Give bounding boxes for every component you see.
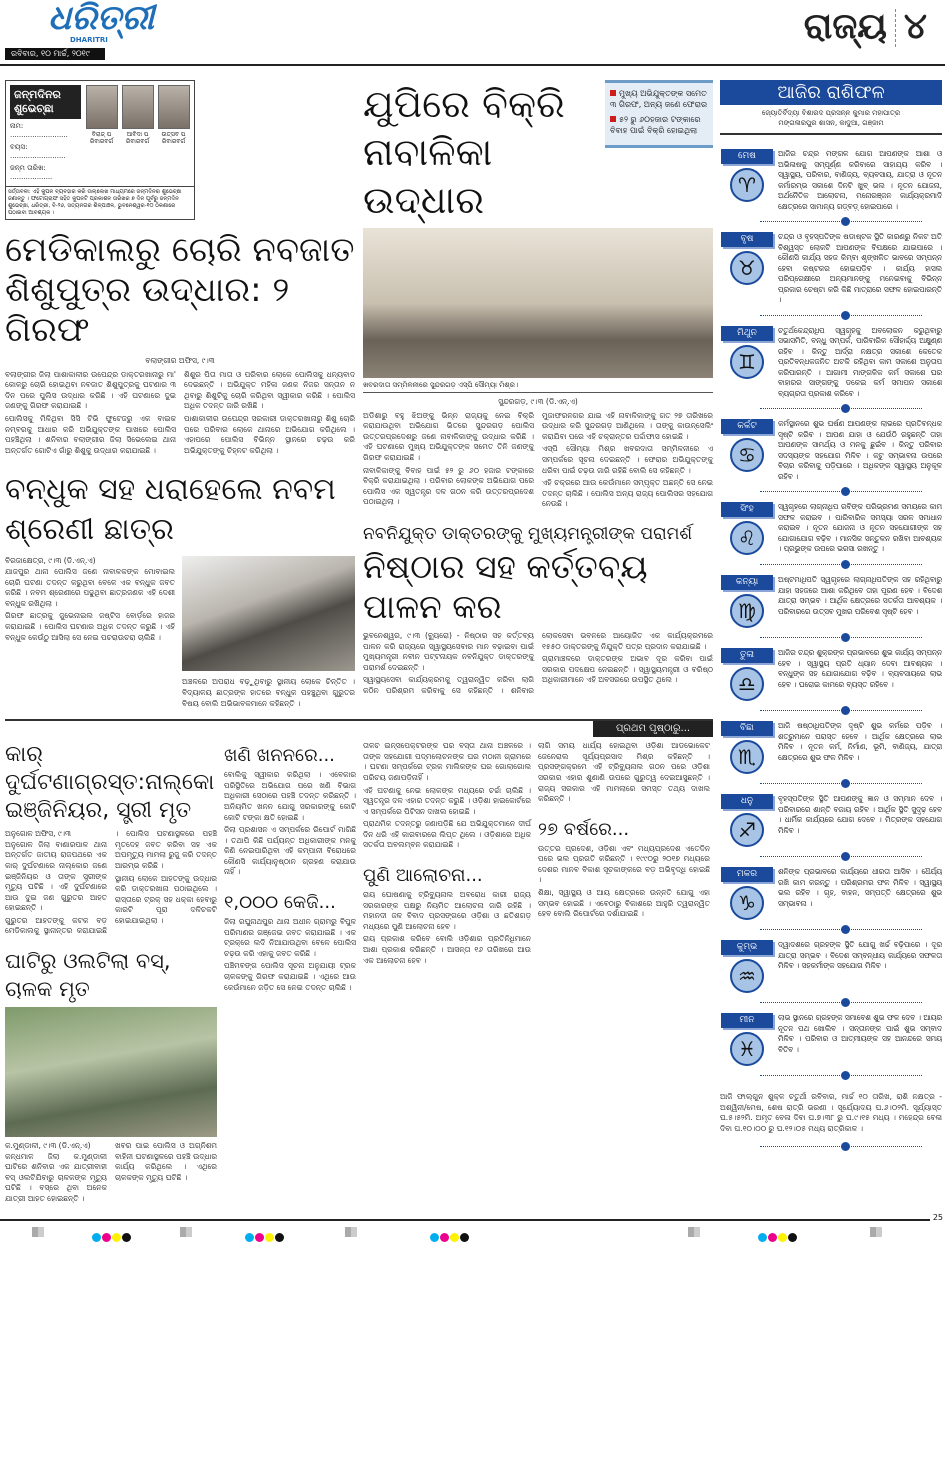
sign-badge xyxy=(720,326,774,400)
continuation-body xyxy=(224,770,356,878)
sign-badge xyxy=(720,721,774,774)
highlight-item xyxy=(610,114,708,136)
paragraph: ଏହି ଘଟଣାକୁ ନେଇ ଲୋକଙ୍କ ମଧ୍ୟରେ ଚର୍ଚ୍ଚା ଚାଲିଛି । ସ୍ୱତନ୍ତ୍ର ଦଳ ଏହାର ତଦନ୍ତ କରୁଛି । ଓଡ଼ିଶା ହାଇକୋର୍ଟରେ ଏ ସମ୍ପର୍କରେ ପିଟିସନ ଦାଖଲ ହୋଇଛି । xyxy=(363,785,531,816)
gemini-icon: ♊ xyxy=(730,345,764,379)
bottom-left-column xyxy=(5,741,217,1205)
paragraph: ଜିଲା ରଘୁନାଥପୁର ଥାନା ଅଧୀନ ଗ୍ରାମରୁ ବିପୁଳ ପରିମାଣର ଗଞ୍ଜେଇ ଜବତ କରାଯାଇଛି । ଏକ ଟ୍ରକ୍‌ରେ ଲଦି ନିଆଯାଉଥିବା ବେଳେ ପୋଲିସ ଚଢ଼ଉ କରି ଏହାକୁ ଜବତ କରିଛି । xyxy=(224,917,356,958)
cmyk-color-mark xyxy=(758,1227,798,1237)
divider xyxy=(760,856,922,857)
sign-prediction: ଆଜିର ଚନ୍ଦ୍ର ମଙ୍ଗଳ ଯୋଗ ଆପଣଙ୍କ ଆଶା ଓ ଅଭିଳାଷକୁ ସମ୍ପୂର୍ଣ୍ଣ କରିବାରେ ସାହାଯ୍ୟ କରିବ । ସ୍ୱାସ୍ଥ୍ୟ, ପରିବାର, ବାଣିଜ୍ୟ, ବ୍ୟବସାୟ, ଯାତ୍ରା ଓ ନୂତନ କର୍ମାରମ୍ଭ ସକାଶେ ଦିନଟି ଖୁବ୍ ଭଲ । ନୂତନ ଯୋଜନା, ଅର୍ଥନୈତିକ ଆଲୋଚନା, ମନୋରଞ୍ଜନ କାର୍ଯ୍ୟକ୍ରମାଦି କ୍ଷେତ୍ରରେ ସାମାନ୍ୟ ଗଡ଼୍‌ବଡ଼୍ ହୋଇପାରେ । xyxy=(778,149,942,211)
continued-from-front-page: ପ୍ରଥମ ପୃଷ୍ଠାରୁ... xyxy=(593,721,713,737)
bottom-rule xyxy=(0,1219,930,1221)
leo-icon: ♌ xyxy=(730,521,764,555)
continuation-body xyxy=(363,890,531,966)
dob-field: ଜନ୍ମ ତାରିଖ: ................... xyxy=(10,164,53,181)
continuation-body xyxy=(538,844,710,920)
paragraph: ଗିରଫ ଛାତ୍ରକୁ ଜୁଭେନାଇଲ ଜଷ୍ଟିସ ବୋର୍ଡ଼ରେ ହାଜର କରାଯାଇଛି । ପୋଲିସ ଘଟଣାର ଅଧିକ ତଦନ୍ତ କରୁଛି । ଏହି ବନ୍ଧୁକ କେଉଁଠୁ ଆସିଲା ସେ ନେଇ ପଚରାଉଚରା ଚାଲିଛି । xyxy=(5,611,175,642)
story-layout xyxy=(5,556,355,711)
paragraph: ଉତ୍ତର ପ୍ରଦେଶ, ଓଡ଼ିଶା ଏବଂ ମଧ୍ୟପ୍ରଦେଶ ଏତେଦିନ ପରେ ଭଲ ପ୍ରଗତି କରିଛନ୍ତି । ୧୯୯୦ରୁ ୨୦୧୭ ମଧ୍ୟରେ ଦେଶର ମାନବ ବିକାଶ ସୂଚକାଙ୍କରେ ବଡ଼ ଅଭିବୃଦ୍ଧି ହୋଇଛି । xyxy=(538,843,710,885)
sign-prediction: ଚନ୍ଦ୍ର ଓ ବୃହସ୍ପତିଙ୍କ ଷଡାଷ୍ଟକ ସ୍ଥିତି କାରଣରୁ ନିକଟ ଅତି ବିଶ୍ୱସ୍ତ ଲୋକଟି ଆପଣଙ୍କ ବିପକ୍ଷରେ ଯାଇପାରେ । କୌଣସି କାର୍ଯ୍ୟ ସହଜ କିମ୍ବା ଶୃଙ୍ଖଳିତ ଭାବରେ ସମ୍ପନ୍ନ ହେବା କଷ୍ଟକର ହୋଇପଡ଼ିବ । କାର୍ଯ୍ୟ ହାସଲ ପରିପ୍ରେକ୍ଷୀରେ ଅନ୍ୟମାନଙ୍କୁ ମନେଇବାକୁ ବିଭିନ୍ନ ପ୍ରକାର ଚେଷ୍ଟା କରି କିଛି ମାତ୍ରାରେ ସଫଳ ହୋଇପାରନ୍ତି । xyxy=(778,232,942,304)
dateline: ବଲାଙ୍ଗୀର ଅଫିସ, ୯।୩ xyxy=(145,356,215,365)
horoscope-column xyxy=(720,80,942,1151)
divider xyxy=(760,1002,922,1003)
sign-label: ସିଂହ xyxy=(721,502,773,517)
taurus-icon: ♉ xyxy=(730,251,764,285)
paragraph: ବୋଲିକୁ ସ୍ୱୀକାର କରିଥିଲା । ଏବେକାର ପରିସ୍ଥିତିରେ ଅଭିଯୋଗ ପରେ ଖଣି ବିଭାଗ ଅଧିକାରୀ ସେଠାରେ ପହଞ୍ଚି ତଦନ୍ତ କରିଛନ୍ତି । ଅନିୟମିତ ଖନନ ଯୋଗୁ ସରକାରଙ୍କୁ କୋଟି କୋଟି ଟଙ୍କା କ୍ଷତି ହୋଇଛି । xyxy=(224,770,356,822)
issue-date: ରବିବାର, ୧୦ ମାର୍ଚ୍ଚ, ୨୦୧୯ xyxy=(5,48,105,60)
sign-badge xyxy=(720,940,774,993)
story-body xyxy=(5,556,175,645)
divider xyxy=(760,637,922,638)
sign-badge xyxy=(720,1013,774,1066)
sign-prediction: କର୍ମସ୍ଥାନରେ ଶୁଭ ଘର୍ଷଣ ଆପଣଙ୍କ ଲାଭରେ ପ୍ରତିବନ୍ଧକ ସୃଷ୍ଟି କରିବ । ଆପଣ ଯାହା ଓ ଯେଉଁଠି ରହୁଛନ୍ତି ତାହା ଆପଣଙ୍କ ସାମର୍ଥ୍ୟ ଓ ମନକୁ ଛୁଇଁବ । କିନ୍ତୁ ପରିବାର ସଦସ୍ୟଙ୍କ ସହଯୋଗ ମିଳିବ । କଟୁ ସମ୍ଭାବନା ଉପରେ ବିଚାର କରିବାକୁ ପଡ଼ିପାରେ । ଅଧିକଙ୍କ ସ୍ୱାସ୍ଥ୍ୟ ଅନୁକୂଳ ରହିବ । xyxy=(778,419,942,481)
photo-caption: ଆବିଦା ପରିବାରବର୍ଗ xyxy=(125,131,150,145)
sign-label: ବୃଷ xyxy=(721,232,773,247)
paragraph: ପୋଲିସକୁ ମିଳିଥିବା ସିସି ଟିଭି ଫୁଟେଜରୁ ଏକ ବାଇକ ନମ୍ବରକୁ ଆଧାର କରି ଅଭିଯୁକ୍ତଙ୍କ ପାଖରେ ପୋଲିସ ପହଞ୍ଚିଥିଲା । ଶନିବାର ବଲାଙ୍ଗୀର ଜିଲା ସିଭେଲେଇ ଥାନା ଅନ୍ତର୍ଗତ ଗୋଟିଏ ଗାଁରୁ ଶିଶୁକୁ ଉଦ୍ଧାର କରାଯାଇଛି । xyxy=(5,413,176,455)
libra-icon: ♎ xyxy=(730,667,764,701)
horoscope-sign xyxy=(720,232,942,322)
registration-mark xyxy=(688,1227,700,1237)
paragraph: ପାଶାକାଳୀର ଉପେନ୍ଦ୍ର ସରକାରୀ ଡାକ୍ତରଖାନାରୁ ଶିଶୁ ଚୋରି ପରେ ପରିବାର ଲୋକେ ଥାନାରେ ଅଭିଯୋଗ କରିଥିଲେ । ଏହାପରେ ପୋଲିସ ବିଭିନ୍ନ ସ୍ଥାନରେ ଚଢ଼ଉ କରି ଅଭିଯୁକ୍ତଙ୍କୁ ଚିହ୍ନଟ କରିଥିଲା । xyxy=(184,413,355,455)
paragraph: ରାୟ ପ୍ରକାଶ କରିବେ ବୋଲି ଓଡ଼ିଶାର ପ୍ରତିନିଧିମାନେ ଆଶା ପ୍ରକାଶ କରିଛନ୍ତି । ଆସନ୍ତା ୧୬ ତାରିଖରେ ଆଉ ଏକ ଆଲୋଚନା ହେବ । xyxy=(363,934,531,965)
press-conference-photo xyxy=(363,228,713,378)
paragraph: ପଞ୍ଚିମବଙ୍ଗ ପୋଲିସ ସୂଚନା ଅନୁଯାୟୀ ଟ୍ରକ ଚାଳକଙ୍କୁ ଗିରଫ କରାଯାଇଛି । ଏଥିରେ ଆଉ କେଉଁମାନେ ଜଡ଼ିତ ସେ ନେଇ ତଦନ୍ତ ଚାଲିଛି । xyxy=(224,961,356,992)
child-photo xyxy=(158,85,190,129)
highlight-item xyxy=(610,88,708,110)
paragraph: ଏସ୍‌ପି ସୌମ୍ୟା ମିଶ୍ର ଖବରଦାତା ସମ୍ମିଳନୀରେ ଏ ସମ୍ପର୍କରେ ସୂଚନା ଦେଇଛନ୍ତି । ଫେରାର ଅଭିଯୁକ୍ତଙ୍କୁ ଧରିବା ପାଇଁ ଚଢ଼ଉ ଜାରି ରହିଛି ବୋଲି ସେ କହିଛନ୍ତି । xyxy=(542,444,713,475)
center-column xyxy=(363,80,713,697)
story-headline: ଯୁପିରେ ବିକ୍ରି ନାବାଳିକା ଉଦ୍ଧାର xyxy=(363,82,565,222)
story-kicker: ନବନିଯୁକ୍ତ ଡାକ୍ତରଙ୍କୁ ମୁଖ୍ୟମନ୍ତ୍ରୀଙ୍କ ପରାମର୍ଶ xyxy=(363,523,693,544)
paragraph: ଅଞ୍ଚଳରେ ଅପରାଧ ବଢ଼ୁଥିବାରୁ ସ୍ଥାନୀୟ ଲୋକେ ଚିନ୍ତିତ । ବିଦ୍ୟାଳୟ ଛାତ୍ରଙ୍କ ହାତରେ ବନ୍ଧୁକ ପହଞ୍ଚୁଥିବା ଗୁରୁତର ବିଷୟ ବୋଲି ଅଭିଭାବକମାନେ କହିଛନ୍ତି । xyxy=(182,677,355,708)
photo-caption: ଉତ୍ସବ ପରିବାରବର୍ଗ xyxy=(161,131,186,145)
sign-prediction: ଆଜି ଷଷ୍ଠାଧିପତିଙ୍କ ଦୃଷ୍ଟି ଶୁଭ କର୍ମରେ ପଡ଼ିବ । ଶତ୍ରୁମାନେ ପରାସ୍ତ ହେବେ । ଆର୍ଥିକ କ୍ଷେତ୍ରରେ ଲାଭ ମିଳିବ । ନୂତନ କର୍ମ, ନିର୍ମାଣ, ଭୂମି, ବାଣିଜ୍ୟ, ଯାତ୍ରା କ୍ଷେତ୍ରରେ ଶୁଭ ଫଳ ମିଳିବ । xyxy=(778,721,942,762)
continuation-column xyxy=(224,741,356,995)
story-body xyxy=(363,397,713,511)
horoscope-sign xyxy=(720,419,942,498)
sign-badge xyxy=(720,502,774,555)
divider xyxy=(760,1075,922,1076)
cmyk-color-mark xyxy=(92,1227,132,1237)
paragraph: ଲାଗି ସମୟ ଧାର୍ଯ୍ୟ ହୋଇଥିବା ଓଡ଼ିଶା ଆଡଭୋକେଟ ଜେନେରାଲ ସୂର୍ଯ୍ୟପ୍ରସାଦ ମିଶ୍ର କହିଛନ୍ତି । ପ୍ରସଙ୍ଗକ୍ରମେ ଏହି ଟ୍ରିବ୍ୟୁନାଲ ଗଠନ ପରେ ଓଡ଼ିଶା ସରକାର ଏହାର ଶୁଣାଣି ଉପରେ ଗୁରୁତ୍ୱ ଦେଇଆସୁଛନ୍ତି । ରାଜ୍ୟ ସରକାର ଏହି ମାମଲାରେ ସମସ୍ତ ତଥ୍ୟ ଦାଖଲ କରିଛନ୍ତି । xyxy=(538,741,710,804)
age-field: ବୟସ: ......................... xyxy=(10,143,66,160)
story-body xyxy=(5,829,217,937)
dateline: ବିରଜାକ୍ଷେତ୍ର, ୯।୩ (ଡି.ଏନ୍.ଏ) xyxy=(5,556,96,566)
paragraph: ତାଳଚ ଇନ୍ସପେକ୍ଟରଙ୍କ ଘର ବସ୍ତା ଥାନା ଅଞ୍ଚଳରେ । ତାଙ୍କ ସହଯୋଗୀ ପଦ୍ମଲୋଚନଙ୍କ ଘର ମଠାନୀ ଗ୍ରାମରେ । ଘଟଣା ସମ୍ପର୍କରେ ଟ୍ରକ ମାଲିକଙ୍କ ଘର ଗୋଲାଗୋଲ ପରିଚୟ ଜଣାପଡ଼ିନାହିଁ । xyxy=(363,741,531,782)
story-body-continued xyxy=(182,677,355,709)
sign-label: ମିଥୁନ xyxy=(721,326,773,341)
aquarius-icon: ♒ xyxy=(730,959,764,993)
horoscope-sign xyxy=(720,1013,942,1082)
paragraph: ଶିଶୁର ପିତା ମାତା ଓ ପରିବାର ଲୋକେ ପୋଲିସକୁ ଧନ୍ୟବାଦ ଦେଇଛନ୍ତି । ଅଭିଯୁକ୍ତ ମହିଳା ଜଣକ ନିଜର ସନ୍ତାନ ନ ଥିବାରୁ ଶିଶୁଟିକୁ ଚୋରି କରିଥିବା ସ୍ୱୀକାର କରିଛି । ପୋଲିସ ଅଧିକ ତଦନ୍ତ ଜାରି ରଖିଛି । xyxy=(184,369,355,411)
registration-mark xyxy=(180,1227,192,1237)
story-headline: ବନ୍ଧୁକ ସହ ଧରାହେଲେ ନବମ ଶ୍ରେଣୀ ଛାତ୍ର xyxy=(5,472,336,548)
story-body xyxy=(5,356,355,458)
horoscope-sign xyxy=(720,502,942,571)
sign-badge xyxy=(720,232,774,306)
story-highlights xyxy=(605,80,713,148)
folio-number: 25 xyxy=(932,1212,943,1222)
paragraph: ଯାଜପୁର ଥାନା ପୋଲିସ ଜଣେ ନାବାଳକଙ୍କ ମୋବାଇଲ ଚୋରି ଘଟଣା ତଦନ୍ତ କରୁଥିବା ବେଳେ ଏକ ବନ୍ଧୁକ ଜବତ କରିଛି । ନବମ ଶ୍ରେଣୀରେ ପଢୁଥିବା ଛାତ୍ରଜଣକ ଏହି ଦେଶୀ ବନ୍ଧୁକ ରଖିଥିଲା । xyxy=(5,566,175,608)
divider xyxy=(760,491,922,492)
highlight-text: ୫୨ ରୁ ୬୦ହଜାର ଟଙ୍କାରେ ବିବାହ ପାଇଁ ବିକ୍ରି ହୋଇଥିଲା xyxy=(610,115,701,135)
divider xyxy=(760,710,922,711)
continuation-body xyxy=(538,741,710,805)
coupon-photos xyxy=(85,85,190,182)
horoscope-sign xyxy=(720,940,942,1009)
continuation-column xyxy=(363,741,531,968)
author-address: ମଙ୍ଗଳାରପୁର ଶାସନ, କାଦୁଆ, ଗଞ୍ଜାମ xyxy=(778,119,884,127)
page-footer xyxy=(0,1213,945,1239)
section-name: ରାଜ୍ୟ xyxy=(803,6,887,47)
continuation-headline: ଖଣି ଖନନରେ... xyxy=(224,745,335,767)
child-photo xyxy=(122,85,154,129)
story-headline: ମେଡିକାଲରୁ ଚୋରି ନବଜାତ ଶିଶୁପୁତ୍ର ଉଦ୍ଧାର: ୨ ଗିରଫ xyxy=(5,230,355,350)
sign-badge xyxy=(720,794,774,847)
divider xyxy=(760,221,922,222)
horoscope-sign xyxy=(720,149,942,228)
divider xyxy=(760,315,922,316)
photo-caption: ଖବରଦାତା ସମ୍ମିଳନୀରେ ସୁନ୍ଦରଗଡ଼ ଏସ୍‌ପି ସୌମ୍ୟା ମିଶ୍ର। xyxy=(363,381,519,389)
masthead xyxy=(0,0,945,64)
sign-prediction: ଆଜିର ଚନ୍ଦ୍ର ଶୁକ୍ରଙ୍କ ପ୍ରଭାବରେ ଶୁଭ କାର୍ଯ୍ୟ ସମ୍ପନ୍ନ ହେବ । ସ୍ୱାସ୍ଥ୍ୟ ପ୍ରତି ଧ୍ୟାନ ଦେବା ଆବଶ୍ୟକ । ବନ୍ଧୁଙ୍କ ସହ ଯୋଗାଯୋଗ ବଢ଼ିବ । ବ୍ୟବସାୟରେ ଲାଭ ହେବ । ଘରୋଇ କାମରେ ବ୍ୟସ୍ତ ରହିବେ । xyxy=(778,648,942,689)
coupon-form xyxy=(10,85,81,182)
section-header xyxy=(804,6,927,48)
logo-english: DHARITRI xyxy=(70,36,108,44)
lead-story-header xyxy=(363,80,713,224)
coupon-content xyxy=(6,81,194,186)
capricorn-icon: ♑ xyxy=(730,886,764,920)
story-headline: ନିଷ୍ଠାର ସହ କର୍ତ୍ତବ୍ୟ ପାଳନ କର xyxy=(363,546,648,626)
story-body xyxy=(363,631,713,697)
birthday-coupon xyxy=(5,80,195,220)
sign-prediction: ଶନିଙ୍କ ପ୍ରଭାବରେ କାର୍ଯ୍ୟରେ ଧୀରତା ଆସିବ । ଧୈର୍ଯ୍ୟ ରଖି କାମ କରନ୍ତୁ । ପରିଶ୍ରମର ଫଳ ମିଳିବ । ସ୍ୱାସ୍ଥ୍ୟ ଭଲ ରହିବ । ଗୃହ, ବାହନ, ସମ୍ପତ୍ତି କ୍ଷେତ୍ରରେ ଶୁଭ ସମ୍ଭାବନା । xyxy=(778,867,942,908)
sign-label: ମକର xyxy=(721,867,773,882)
sign-label: କର୍କଟ xyxy=(721,419,773,434)
masthead-rule xyxy=(0,64,945,66)
sagittarius-icon: ♐ xyxy=(730,813,764,847)
divider xyxy=(760,1146,922,1147)
sign-badge xyxy=(720,648,774,701)
coupon-terms: ସର୍ତ୍ତାବଳୀ: ଏହି କୁପନ ବ୍ୟବହାର କରି ଉଲ୍ଲେଖ ମାଧ୍ୟମରେ ଜନ୍ମଦିନର ଶୁଭେଚ୍ଛା ଜଣାନ୍ତୁ । ଫଟୋଗ୍ରାଫ ସହିତ କୁପନଟି ପ୍ରକାଶନ ତାରିଖର ୭ ଦିନ ପୂର୍ବରୁ ଜନ୍ମଦିନ ଶୁଭେଚ୍ଛା, ଧରିତ୍ରୀ, ବି-୨୬, ସତ୍ୟନଗର ଶିଳ୍ପାଞ୍ଚଳ, ଭୁବନେଶ୍ୱର-୧୦ ଠିକଣାରେ ପଠାଇବା ଆବଶ୍ୟକ । xyxy=(6,186,194,219)
sign-label: ମୀନ xyxy=(721,1013,773,1028)
horoscope-sign xyxy=(720,721,942,790)
author-name: ଜ୍ୟୋତିର୍ବିଦ୍ୟା ବିଶାରଦ ପ୍ରସନ୍ନ କୁମାର ମହାପାତ୍ର xyxy=(761,109,901,117)
sign-prediction: ଲାଭ ସ୍ଥାନରେ ଗ୍ରହଙ୍କ ସମାବେଶ ଶୁଭ ଫଳ ଦେବ । ଆୟର ନୂତନ ପଥ ଖୋଲିବ । ସନ୍ତାନଙ୍କ ପାଇଁ ଶୁଭ ସମ୍ବାଦ ମିଳିବ । ପରିବାର ଓ ଆତ୍ମୀୟଙ୍କ ସହ ଆନନ୍ଦରେ ସମୟ ବିତିବ । xyxy=(778,1013,942,1054)
continuation-column xyxy=(538,741,710,922)
bus-accident-photo xyxy=(5,1007,217,1137)
paragraph: ଶିକ୍ଷା, ସ୍ୱାସ୍ଥ୍ୟ ଓ ଆୟ କ୍ଷେତ୍ରରେ ଉନ୍ନତି ଯୋଗୁ ଏହା ସମ୍ଭବ ହୋଇଛି । ଏବେଠାରୁ ବିକାଶରେ ଆହୁରି ତ୍ୱରାନ୍ୱିତ ହେବ ବୋଲି ରିପୋର୍ଟରେ ଦର୍ଶାଯାଇଛି । xyxy=(538,888,710,919)
continuation-headline: ୨୭ ବର୍ଷରେ... xyxy=(538,818,630,840)
divider xyxy=(760,564,922,565)
paragraph: ସ୍ଥାନୀୟ ଲୋକେ ଆହତଙ୍କୁ ଉଦ୍ଧାର କରି ଡାକ୍ତରଖାନା ପଠାଇଥିଲେ । ରାସ୍ତାରେ ଟ୍ରକ୍ ସହ ଧକ୍କା ହେବାରୁ କାରଟି ପୂରା ଦଳିଚକଟି ହୋଇଯାଇଥିଲା । xyxy=(115,873,217,925)
horoscope-sign xyxy=(720,648,942,717)
story-media-column xyxy=(182,556,355,711)
paragraph: ସ୍ୱାସ୍ଥ୍ୟସେବା କାର୍ଯ୍ୟକ୍ରମକୁ ତ୍ୱରାନ୍ୱିତ କରିବା ଲାଗି କଠିନ ପରିଶ୍ରମ କରିବାକୁ ସେ କହିଛନ୍ତି । ଶନିବାର ଲୋକସେବା ଭବନରେ ଆୟୋଜିତ ଏକ କାର୍ଯ୍ୟକ୍ରମରେ ୧୫୫୦ ଡାକ୍ତରଙ୍କୁ ନିଯୁକ୍ତି ପତ୍ର ପ୍ରଦାନ କରାଯାଇଛି । xyxy=(363,630,713,695)
divider xyxy=(760,408,922,409)
page-body xyxy=(0,80,945,1205)
registration-mark xyxy=(870,1227,882,1237)
horoscope-signs xyxy=(720,149,942,1086)
news-area xyxy=(5,80,713,1205)
continuation-body xyxy=(224,917,356,993)
paragraph: ଖବର ପାଇ ପୋଲିସ ଓ ଅଗ୍ନିଶମ ବାହିନୀ ଘଟଣାସ୍ଥଳରେ ପହଞ୍ଚି ଉଦ୍ଧାର କାର୍ଯ୍ୟ କରିଥିଲେ । ଏଥିରେ ଚାଳକଙ୍କ ମୃତ୍ୟୁ ଘଟିଛି । xyxy=(115,1141,217,1182)
registration-mark xyxy=(32,1227,44,1237)
virgo-icon: ♍ xyxy=(730,594,764,628)
sign-label: କୁମ୍ଭ xyxy=(721,940,773,955)
horoscope-sign xyxy=(720,794,942,863)
child-photo xyxy=(86,85,118,129)
paragraph: ଅନୁଗୋଳ ଜିଲା ବାଣାରପାଳ ଥାନା ଅନ୍ତର୍ଗତ ଜାତୀୟ ରାଜପଥରେ ଏକ କାର୍ ଦୁର୍ଘଟଣାରେ ନାଲ୍‌କୋର ଜଣେ ଇଞ୍ଜିନିୟର ଓ ତାଙ୍କ ସ୍ତ୍ରୀଙ୍କ ମୃତ୍ୟୁ ଘଟିଛି । ଏହି ଦୁର୍ଘଟଣାରେ ଆଉ ଦୁଇ ଜଣ ଗୁରୁତର ଆହତ ହୋଇଛନ୍ତି । xyxy=(5,839,107,913)
photo-card xyxy=(85,85,118,182)
aries-icon: ♈ xyxy=(730,168,764,202)
sign-label: ମେଷ xyxy=(721,149,773,164)
left-column xyxy=(5,80,355,711)
divider xyxy=(760,929,922,930)
top-news-row xyxy=(5,80,713,711)
sign-badge xyxy=(720,575,774,628)
paragraph: ଗୁରୁତର ଆହତଙ୍କୁ କଟକ ବଡ଼ ମେଡିକାଲକୁ ସ୍ଥାନାନ୍ତର କରାଯାଇଛି । ପୋଲିସ ଘଟଣାସ୍ଥଳରେ ପହଞ୍ଚି ମୃତଦେହ ଜବତ କରିବା ସହ ଏକ ଅପମୃତ୍ୟୁ ମାମଲା ରୁଜୁ କରି ତଦନ୍ତ ଆରମ୍ଭ କରିଛି । xyxy=(5,829,217,936)
paragraph: ଅଡିଶାରୁ ବହୁ ଝିଅଙ୍କୁ ଭିନ୍ନ ରାଜ୍ୟକୁ ନେଇ ବିକ୍ରି କରାଯାଉଥିବା ଅଭିଯୋଗ ଭିତରେ ସୁନ୍ଦରଗଡ଼ ପୋଲିସ ଉତ୍ତରପ୍ରଦେଶରୁ ଜଣେ ନାବାଳିକାଙ୍କୁ ଉଦ୍ଧାର କରିଛି । ଏହି ଘଟଣାରେ ମୁଖ୍ୟ ଅଭିଯୁକ୍ତଙ୍କ ସମେତ ତିନି ଜଣଙ୍କୁ ଗିରଫ କରାଯାଇଛି । xyxy=(363,410,534,462)
story-headline: ଘାଟିରୁ ଓଲଟିଲା ବସ୍, ଚାଳକ ମୃତ xyxy=(5,949,171,1002)
photo-card xyxy=(121,85,154,182)
horoscope-title: ଆଜିର ରାଶିଫଳ xyxy=(720,80,942,105)
scorpio-icon: ♏ xyxy=(730,740,764,774)
photo-caption: ବିରାଜ୍ ପରିବାରବର୍ଗ xyxy=(89,131,114,145)
continuation-headline: ପୁଣି ଆଲୋଚନା... xyxy=(363,865,483,887)
highlight-text: ମୁଖ୍ୟ ଅଭିଯୁକ୍ତଙ୍କ ସମେତ ୩ ଗିରଫ, ଅନ୍ୟ ଜଣେ ଫେରାର xyxy=(610,89,708,109)
continuation-headline: ୧,୦୦୦ କେଜି... xyxy=(224,892,336,914)
sign-badge xyxy=(720,419,774,482)
page-number: ୪ xyxy=(903,6,927,47)
logo-text: ଧରିତ୍ରୀ xyxy=(48,0,155,38)
sign-badge xyxy=(720,149,774,212)
divider xyxy=(5,719,713,737)
divider xyxy=(760,783,922,784)
paragraph: ମୁଜାଫରନଗର ଯାଇ ଏହି ନାବାଳିକାଙ୍କୁ ଗତ ୨୭ ତାରିଖରେ ଉଦ୍ଧାର କରି ସୁନ୍ଦରଗଡ଼ ଆଣିଥିଲେ । ତାଙ୍କୁ କାଉନ୍ସେଲିଂ କରାଯିବା ପରେ ଏହି ଚକ୍ରାନ୍ତର ପର୍ଦ୍ଦାଫାସ ହୋଇଛି । xyxy=(542,410,713,441)
sign-label: ଧନୁ xyxy=(721,794,773,809)
sign-prediction: ସ୍ୱଗୃହରେ ଲାଗ୍ନାଧିପ ରବିଙ୍କ ପରିଭ୍ରମଣ ସମୟରେ କାମ ସଫଳ କରାଇବ । ପାରିବାରିକ ସମସ୍ୟା ସରଳ ସମାଧାନ କରାଇବ । ନୂତନ ଯୋଜନା ଓ ନୂତନ ସହଯୋଗୀଙ୍କ ସହ ଯୋଗାଯୋଗ ବଢ଼ିବ । ମାନସିକ ସନ୍ତୁଳନ ରଖିବା ଆବଶ୍ୟକ । ପ୍ରଭୁଙ୍କ ଉପରେ ଭରସା ରଖନ୍ତୁ । xyxy=(778,502,942,553)
cancer-icon: ♋ xyxy=(730,438,764,472)
sign-prediction: ଅଷ୍ଟମାଧିପତି ସ୍ୱଗୃହରେ ଲାଗ୍ନାଧିପତିଙ୍କ ସହ ରହିଥିବାରୁ ଯାହା ସହଜରେ ଆଶା କରିଥିବେ ତାହା ପୂରଣ ହେବ । ବିଦେଶ ଯାତ୍ରା ସମ୍ଭବ । ଆର୍ଥିକ କ୍ଷେତ୍ରରେ ସତର୍କତା ଆବଶ୍ୟକ । ପରିବାରରେ ଉତ୍ସବ ମୁଖର ପରିବେଶ ସୃଷ୍ଟି ହେବ । xyxy=(778,575,942,616)
divider xyxy=(720,133,942,135)
sign-prediction: ବୃହସ୍ପତିଙ୍କ ସ୍ଥିତି ଆପଣଙ୍କୁ ଜ୍ଞାନ ଓ ସମ୍ମାନ ଦେବ । ପରିବାରରେ ଶାନ୍ତି ବଜାୟ ରହିବ । ଆର୍ଥିକ ସ୍ଥିତି ସୁଦୃଢ଼ ହେବ । ଧାର୍ମିକ କାର୍ଯ୍ୟରେ ଯୋଗ ଦେବେ । ମିତ୍ରଙ୍କ ସହଯୋଗ ମିଳିବ । xyxy=(778,794,942,835)
dateline: ଅନୁଗୋଳ ଅଫିସ, ୯।୩ xyxy=(5,829,71,839)
sign-label: ତୁଳା xyxy=(721,648,773,663)
divider xyxy=(363,392,713,393)
gun-photo xyxy=(182,556,355,671)
continuation-body xyxy=(363,741,531,851)
almanac-footer: ଆଜି ଫାଲ୍ଗୁନ ଶୁକ୍ଳ ଚତୁର୍ଥୀ ରବିବାର, ମାର୍ଚ୍ଚ ୧୦ ତାରିଖ, ରାଶି ନକ୍ଷତ୍ର - ଅଶ୍ୱିନୀ/ମେଷ, ଶେଷ ରାତ୍ରି ଭରଣୀ । ସୂର୍ଯ୍ୟୋଦୟ ଘ.୬।୦୨ମି. ସୂର୍ଯ୍ୟାସ୍ତ ଘ.୫।୫୨ମି. ଅମୃତ ବେଳା ଦିବା ଘ.୭।୩୮ ରୁ ଘ.୯।୧୫ ମଧ୍ୟ । ମହେନ୍ଦ୍ର ବେଳା ଦିବା ଘ.୧୦।୦୦ ରୁ ଘ.୧୨।୦୫ ମଧ୍ୟ ରାତ୍ରିକାଳ । xyxy=(720,1092,942,1133)
dateline: କ.ମୁଣ୍ଡାଳୀ, ୯।୩ (ଡି.ଏନ୍.ଏ) xyxy=(5,1141,91,1151)
paragraph: କନ୍ଧମାଳ ଜିଲା କ.ମୁଣ୍ଡାଳୀ ଘାଟିରେ ଶନିବାର ଏକ ଯାତ୍ରୀବାହୀ ବସ୍ ଓଲଟିଯିବାରୁ ଚାଳକଙ୍କ ମୃତ୍ୟୁ ଘଟିଛି । ବସ୍‌ରେ ଥିବା ଅନେକ ଯାତ୍ରୀ ଆହତ ହୋଇଛନ୍ତି । xyxy=(5,1151,107,1204)
birthday-title: ଜନ୍ମଦିନର ଶୁଭେଚ୍ଛା xyxy=(10,85,81,119)
horoscope-sign xyxy=(720,867,942,936)
newspaper-logo xyxy=(48,0,154,45)
paragraph: ଏହି ଚକ୍ରରେ ଆଉ କେଉଁମାନେ ସମ୍ପୃକ୍ତ ଅଛନ୍ତି ସେ ନେଇ ତଦନ୍ତ ଚାଲିଛି । ପୋଲିସ ଅନ୍ୟ ରାଜ୍ୟ ପୋଲିସର ସହଯୋଗ ନେଉଛି । xyxy=(542,478,713,509)
sign-label: କନ୍ୟା xyxy=(721,575,773,590)
cmyk-color-mark xyxy=(430,1227,470,1237)
paragraph: ଜିଲା ପ୍ରଶାସନ ଏ ସମ୍ପର୍କରେ ରିପୋର୍ଟ ମାଗିଛି । ତଥାପି କିଛି ପର୍ଯ୍ୟନ୍ତ ଅଧିକାରୀଙ୍କ ମନକୁ କିଣି ନେଇପାରିଥିବା ଏହି କମ୍ପାନୀ ବିରୋଧରେ କୌଣସି କାର୍ଯ୍ୟାନୁଷ୍ଠାନ ଗ୍ରହଣ କରାଯାଉ ନାହିଁ । xyxy=(224,825,356,877)
paragraph: ପ୍ରାଥମିକ ତଦନ୍ତରୁ ଜଣାପଡ଼ିଛି ଯେ ଅଭିଯୁକ୍ତମାନେ ଦୀର୍ଘ ଦିନ ଧରି ଏହି କାରବାରରେ ଲିପ୍ତ ଥିଲେ । ଓଡ଼ିଶାରେ ଅଧିକ ସତର୍କତା ଅବଲମ୍ବନ କରାଯାଇଛି । xyxy=(363,819,531,850)
paragraph: ଭୁବନେଶ୍ୱର, ୯।୩ (ବ୍ୟୁରୋ) - ନିଷ୍ଠାର ସହ କର୍ତ୍ତବ୍ୟ ପାଳନ କରି ରାଜ୍ୟରେ ସ୍ୱାସ୍ଥ୍ୟସେବାର ମାନ ବଢ଼ାଇବା ପାଇଁ ମୁଖ୍ୟମନ୍ତ୍ରୀ ନବୀନ ପଟ୍ଟନାୟକ ନବନିଯୁକ୍ତ ଡାକ୍ତରଙ୍କୁ ପରାମର୍ଶ ଦେଇଛନ୍ତି । xyxy=(363,630,534,672)
sign-prediction: ଚତୁର୍ଥକେନ୍ଦ୍ରାଧିପ ସ୍ୱଗୃହକୁ ଅବଲୋକନ କରୁଥିବାରୁ ସଭାସମିତି, ବନ୍ଧୁ ସମ୍ପର୍କ, ପାରିବାରିକ ସୌହାର୍ଦ୍ଦ୍ୟ ଅକ୍ଷୁଣ୍ଣ ରହିବ । କିନ୍ତୁ ଆର୍ଦ୍ରା ନକ୍ଷତ୍ର ସକାଶେ କେତେକ ପ୍ରତିବନ୍ଧକଜନିତ ଅଟକି ରହିଥିବା କାମ ସକାଶେ ଅନୁତାପ କରିପାରନ୍ତି । ଆଗାମୀ ମାଙ୍ଗଳିକ କର୍ମ ସକାଶେ ଘର ବାହାରର ସାଙ୍ଗଙ୍କୁ ଡକେଇ କର୍ମ ସମାପନ ସକାଶେ ବ୍ୟଗ୍ରତା ପ୍ରକାଶ କରିବେ । xyxy=(778,325,942,398)
pisces-icon: ♓ xyxy=(730,1032,764,1066)
dateline: ସୁନ୍ଦରଗଡ଼, ୯।୩ (ଡି.ଏନ୍.ଏ) xyxy=(498,397,578,406)
horoscope-author xyxy=(720,108,942,128)
horoscope-sign xyxy=(720,326,942,416)
story-headline: କାର୍ ଦୁର୍ଘଟଣାଗ୍ରସ୍ତ:ନାଲ୍‌କୋ ଇଞ୍ଜିନିୟର, ସ୍ତ୍ରୀ ମୃତ xyxy=(5,742,215,824)
name-field: ନାମ: .......................... xyxy=(10,122,68,139)
story-body xyxy=(5,1141,217,1205)
horoscope-sign xyxy=(720,575,942,644)
paragraph: ଗ୍ରାମାଞ୍ଚଳରେ ଡାକ୍ତରଙ୍କ ଅଭାବ ଦୂର କରିବା ପାଇଁ ସରକାର ପଦକ୍ଷେପ ନେଇଛନ୍ତି । ସ୍ୱାସ୍ଥ୍ୟମନ୍ତ୍ରୀ ଓ ବରିଷ୍ଠ ଅଧିକାରୀମାନେ ଏହି ଅବସରରେ ଉପସ୍ଥିତ ଥିଲେ । xyxy=(542,654,713,685)
paragraph: ରାୟ ଘୋଷଣାକୁ ଟ୍ରିବ୍ୟୁନାଲ ଅବରୋଧ କାରୀ ରାଜ୍ୟ ସରକାରଙ୍କ ପକ୍ଷରୁ ନିୟମିତ ଆଲୋଚନା ଜାରି ରହିଛି । ମହାନଦୀ ଜଳ ବିବାଦ ପ୍ରସଙ୍ଗରେ ଓଡ଼ିଶା ଓ ଛତିଶଗଡ଼ ମଧ୍ୟରେ ପୁଣି ଆଲୋଚନା ହେବ । xyxy=(363,890,531,931)
cmyk-color-mark xyxy=(245,1227,285,1237)
paragraph: ବଲାଙ୍ଗୀର ଜିଲା ପାଶାକାଳୀର ଉପେନ୍ଦ୍ର ଡାକ୍ତରଖାନାରୁ ମା' କୋଳରୁ ଚୋରି ହୋଇଥିବା ନବଜାତ ଶିଶୁପୁତ୍ରକୁ ଘଟଣାର ୩ ଦିନ ପରେ ପୁଲିସ ଉଦ୍ଧାର କରିଛି । ଏହି ଘଟଣାରେ ଦୁଇ ଜଣଙ୍କୁ ଗିରଫ କରାଯାଇଛି । xyxy=(5,369,176,411)
photo-card xyxy=(157,85,190,182)
sign-badge xyxy=(720,867,774,920)
registration-mark xyxy=(345,1227,357,1237)
bottom-news-row xyxy=(5,741,713,1205)
sign-prediction: ଦ୍ୱାଦଶରେ ଗ୍ରହଙ୍କ ସ୍ଥିତି ଯୋଗୁ ଖର୍ଚ୍ଚ ବଢ଼ିପାରେ । ଦୂର ଯାତ୍ରା ସମ୍ଭବ । ବିଦେଶ ସମ୍ବନ୍ଧୀୟ କାର୍ଯ୍ୟରେ ସଫଳତା ମିଳିବ । ସହକର୍ମୀଙ୍କ ସହଯୋଗ ମିଳିବ । xyxy=(778,940,942,970)
sign-label: ବିଛା xyxy=(721,721,773,736)
paragraph: ନାବାଳିକାଙ୍କୁ ବିବାହ ପାଇଁ ୫୨ ରୁ ୬୦ ହଜାର ଟଙ୍କାରେ ବିକ୍ରି କରାଯାଇଥିଲା । ପରିବାର ଲୋକଙ୍କ ଅଭିଯୋଗ ପରେ ପୋଲିସ ଏକ ସ୍ୱତନ୍ତ୍ର ଦଳ ଗଠନ କରି ଉତ୍ତରପ୍ରଦେଶ ପଠାଇଥିଲା । xyxy=(363,465,534,507)
